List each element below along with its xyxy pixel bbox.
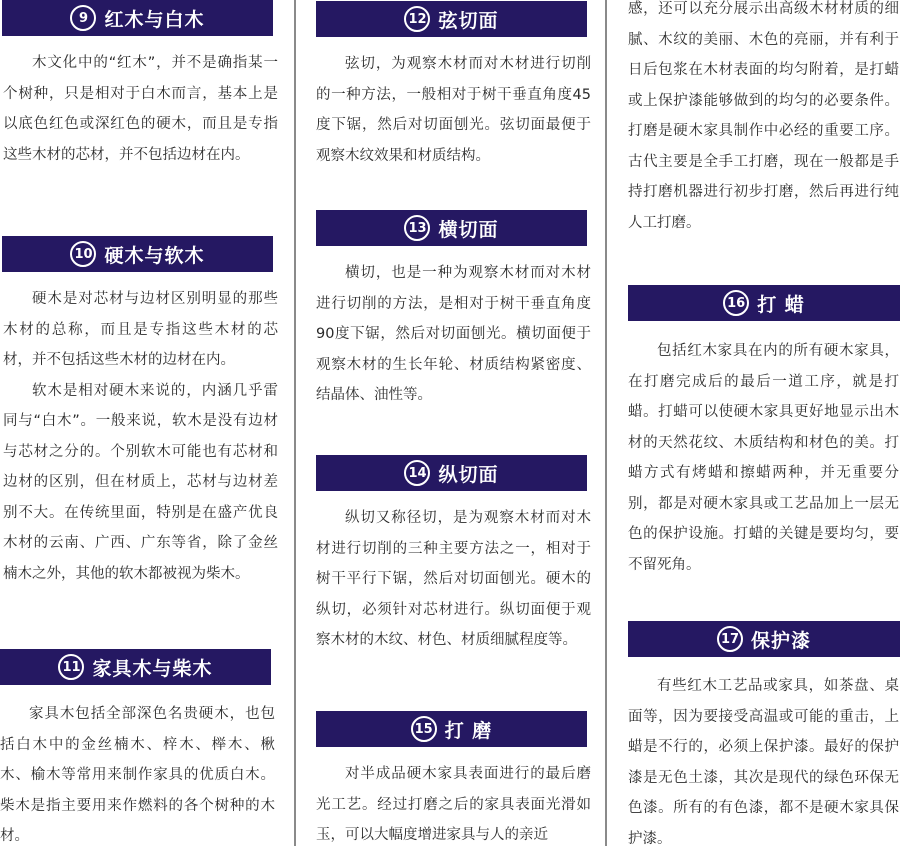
column-divider — [294, 0, 296, 846]
section-title: 纵切面 — [438, 463, 499, 486]
paragraph: 家具木包括全部深色名贵硬木，也包括白木中的金丝楠木、梓木、榉木、楸木、榆木等常用来制作家具的优质白木。柴木是指主要用来作燃料的各个树种的木材。 — [0, 706, 275, 844]
section-title: 硬木与软木 — [104, 244, 205, 267]
section-number: 16 — [723, 290, 749, 316]
paragraph: 硬木是对芯材与边材区别明显的那些木材的总称，而且是专指这些木材的芯材，并不包括这些木材的边材在内。 — [3, 291, 278, 368]
section-15-header — [316, 711, 587, 747]
section-17-body — [628, 671, 899, 854]
section-number: 15 — [411, 716, 437, 742]
section-12-body — [316, 49, 591, 171]
paragraph: 对半成品硬木家具表面进行的最后磨光工艺。经过打磨之后的家具表面光滑如玉，可以大幅度增进家具与人的亲近 — [316, 766, 591, 843]
paragraph: 木文化中的“红木”，并不是确指某一个树种，只是相对于白木而言，基本上是以底色红色或深红色的硬木，而且是专指这些木材的芯材，并不包括边材在内。 — [3, 55, 278, 163]
section-number: 10 — [70, 241, 96, 267]
paragraph: 横切，也是一种为观察木材而对木材进行切削的方法，是相对于树干垂直角度90度下锯，然后对切面刨光。横切面便于观察木材的生长年轮、材质结构紧密度、结晶体、油性等。 — [316, 265, 591, 403]
section-13-body — [316, 258, 591, 411]
section-10-header — [2, 236, 273, 272]
paragraph: 纵切又称径切，是为观察木材而对木材进行切削的三种主要方法之一，相对于树干平行下锯，然后对切面刨光。硬木的纵切，必须针对芯材进行。纵切面便于观察木材的木纹、材色、材质细腻程度等。 — [316, 510, 591, 648]
column-middle — [312, 0, 595, 861]
section-9-header — [2, 0, 273, 36]
section-11-header — [0, 649, 271, 685]
section-title: 弦切面 — [438, 9, 499, 32]
paragraph: 有些红木工艺品或家具，如茶盘、桌面等，因为要接受高温或可能的重击，上蜡是不行的，必须上保护漆。最好的保护漆是无色土漆，其次是现代的绿色环保无色漆。所有的有色漆，都不是硬木家具保护漆。 — [628, 678, 899, 847]
section-title: 打 磨 — [444, 719, 493, 742]
paragraph: 软木是相对硬木来说的，内涵几乎雷同与“白木”。一般来说，软木是没有边材与芯材之分的。个别软木可能也有芯材和边材的区别，但在材质上，芯材与边材差别不大。在传统里面，特别是在盛产优良木材的云南、广西、广东等省，除了金丝楠木之外，其他的软木都被视为柴木。 — [3, 382, 278, 582]
section-number: 11 — [58, 654, 84, 680]
paragraph: 感，还可以充分展示出高级木材材质的细腻、木纹的美丽、木色的亮丽，并有利于日后包浆在木材表面的均匀附着，是打蜡或上保护漆能够做到的均匀的必要条件。打磨是硬木家具制作中必经的重要工序。古代主要是全手工打磨，现在一般都是手持打磨机器进行初步打磨，然后再进行纯人工打磨。 — [628, 1, 899, 231]
column-left — [0, 0, 287, 861]
column-divider — [605, 0, 607, 846]
section-14-body — [316, 503, 591, 656]
section-title: 红木与白木 — [104, 8, 205, 31]
section-15-body — [316, 759, 591, 851]
section-17-header — [628, 621, 900, 657]
paragraph: 包括红木家具在内的所有硬木家具，在打磨完成后的最后一道工序，就是打蜡。打蜡可以使硬木家具更好地显示出木材的天然花纹、木质结构和材色的美。打蜡方式有烤蜡和擦蜡两种，并无重要分别，都是对硬木家具或工艺品加上一层无色的保护设施。打蜡的关键是要均匀，要不留死角。 — [628, 343, 899, 573]
section-number: 17 — [717, 626, 743, 652]
section-number: 9 — [70, 5, 96, 31]
section-title: 保护漆 — [750, 629, 811, 652]
section-title: 打 蜡 — [757, 293, 805, 316]
section-number: 14 — [404, 460, 430, 486]
section-16-header — [628, 285, 900, 321]
section-14-header — [316, 455, 587, 491]
section-13-header — [316, 210, 587, 246]
paragraph: 弦切，为观察木材而对木材进行切削的一种方法，一般相对于树干垂直角度45度下锯，然后对切面刨光。弦切面最便于观察木纹效果和材质结构。 — [316, 56, 591, 164]
column-right — [625, 0, 900, 861]
section-16-body — [628, 336, 899, 580]
section-9-body — [3, 48, 278, 170]
section-number: 12 — [404, 6, 430, 32]
section-11-body — [0, 699, 275, 852]
section-15-continued — [628, 0, 899, 238]
section-12-header — [316, 1, 587, 37]
section-title: 家具木与柴木 — [92, 657, 213, 680]
section-number: 13 — [404, 215, 430, 241]
section-10-body — [3, 284, 278, 589]
section-title: 横切面 — [438, 218, 499, 241]
